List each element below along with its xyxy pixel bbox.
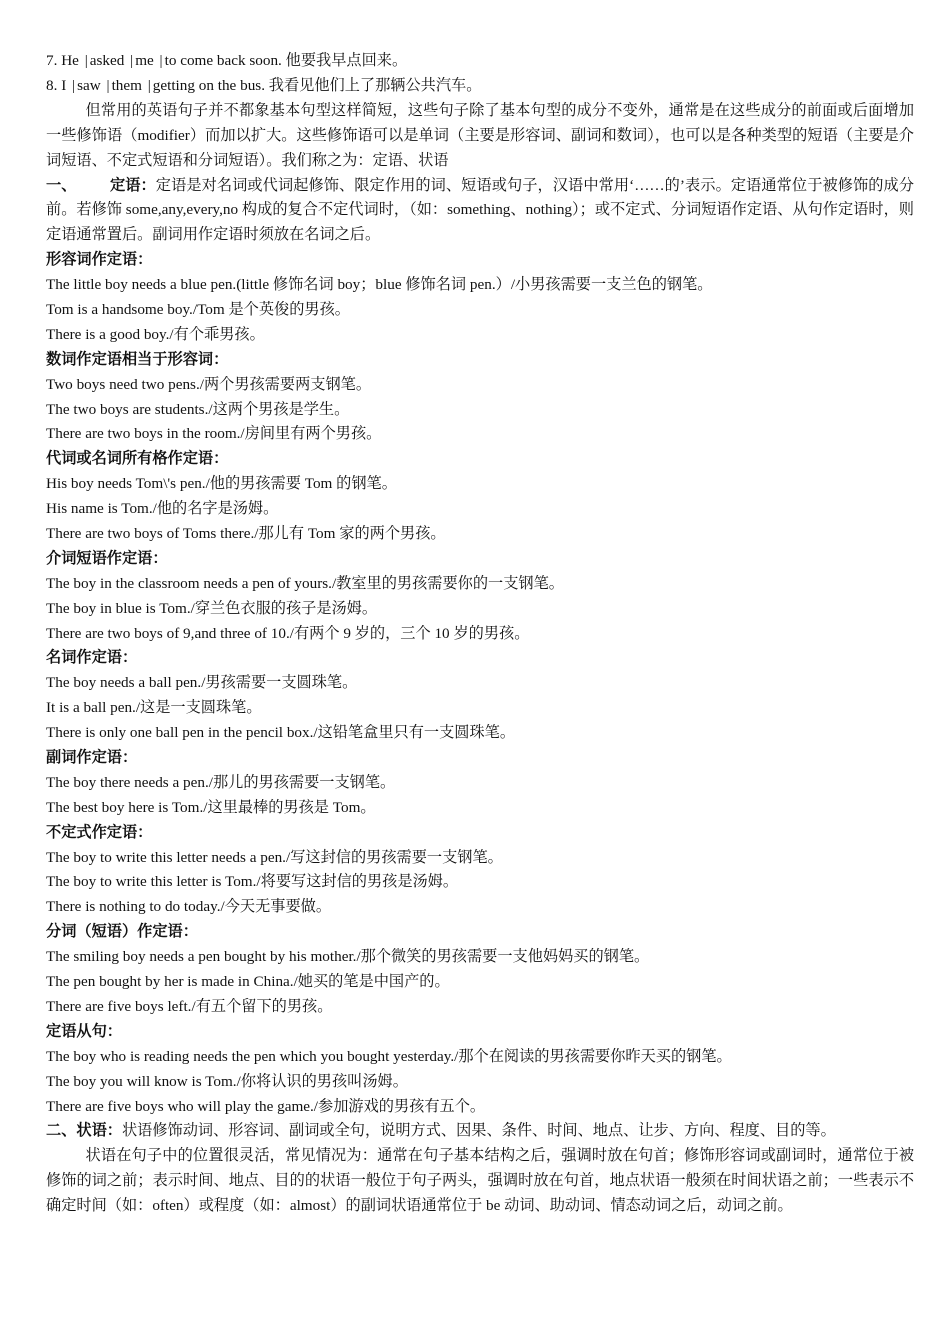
- section-number: 一、: [46, 176, 77, 194]
- group-heading: 不定式作定语：: [46, 823, 153, 841]
- example-line: There are five boys left./有五个留下的男孩。: [46, 997, 333, 1015]
- example-line: The smiling boy needs a pen bought by his mother./那个微笑的男孩需要一支他妈妈买的钢笔。: [46, 948, 650, 966]
- example-line: His boy needs Tom\'s pen./他的男孩需要 Tom 的钢笔。: [46, 475, 397, 493]
- example-line: Tom is a handsome boy./Tom 是个英俊的男孩。: [46, 301, 350, 318]
- example-line: The best boy here is Tom./这里最棒的男孩是 Tom。: [46, 798, 376, 816]
- example-sentence-8: 8. I | saw | them | getting on the bus. 我看见他们上了那辆公共汽车。: [46, 76, 482, 94]
- example-line: There is nothing to do today./今天无事要做。: [46, 898, 332, 916]
- divider-bar: |: [72, 76, 76, 94]
- divider-bar: |: [106, 76, 110, 94]
- adverbial-paragraph: 状语在句子中的位置很灵活，常见情况为：通常在句子基本结构之后，强调时放在句首；修饰形容词或副词时，通常位于被修饰的词之前；表示时间、地点、目的的状语一般位于句子两头，强调时放在句首，地点状语一般须在时间状语之前；一些表示不确定时间（如：often）或程度（如：almost）的副词状语通常位于 be 动词、助动词、情态动词之后，动词之前。: [46, 1147, 914, 1215]
- group-heading: 代词或名词所有格作定语：: [46, 450, 229, 468]
- group-heading: 分词（短语）作定语：: [46, 923, 198, 941]
- example-sentence-7: 7. He | asked | me | to come back soon. 他要我早点回来。: [46, 52, 408, 69]
- section-text: 状语修饰动词、形容词、副词或全句，说明方式、因果、条件、时间、地点、让步、方向、程度、目的等。: [121, 1122, 836, 1140]
- section-attributive: [46, 174, 914, 249]
- section-title: 定语：: [109, 176, 156, 194]
- example-line: There is only one ball pen in the pencil box./这铅笔盒里只有一支圆珠笔。: [46, 724, 516, 742]
- example-line: The boy needs a ball pen./男孩需要一支圆珠笔。: [46, 674, 358, 692]
- example-line: The boy to write this letter needs a pen./写这封信的男孩需要一支钢笔。: [46, 848, 503, 866]
- section-adverbial: [46, 1119, 914, 1144]
- intro-paragraph: 但常用的英语句子并不都象基本句型这样简短，这些句子除了基本句型的成分不变外，通常是在这些成分的前面或后面增加一些修饰语（modifier）而加以扩大。这些修饰语可以是单词（主要是形容词、副词和数词），也可以是各种类型的短语（主要是介词短语、不定式短语和分词短语）。我们称之为：定语、状语: [46, 101, 914, 169]
- example-line: There are two boys in the room./房间里有两个男孩。: [46, 425, 382, 443]
- example-line: The pen bought by her is made in China./她买的笔是中国产的。: [46, 973, 450, 991]
- group-heading: 名词作定语：: [46, 649, 138, 667]
- example-line: The boy there needs a pen./那儿的男孩需要一支钢笔。: [46, 773, 396, 791]
- section-text: 定语是对名词或代词起修饰、限定作用的词、短语或句子，汉语中常用‘……的’表示。定语通常位于被修饰的成分前。若修饰 some,any,every,no 构成的复合不定代词时，（如：something、nothing）；或不定式、分词短语作定语、从句作定语时，则定语通常置后。副词用作定语时须放在名词之后。: [46, 176, 915, 244]
- example-line: There are five boys who will play the game./参加游戏的男孩有五个。: [46, 1097, 486, 1115]
- example-line: There are two boys of Toms there./那儿有 Tom 家的两个男孩。: [46, 525, 446, 543]
- example-line: The little boy needs a blue pen.(little 修饰名词 boy；blue 修饰名词 pen.）/小男孩需要一支兰色的钢笔。: [46, 276, 713, 294]
- example-line: There are two boys of 9,and three of 10./有两个 9 岁的，三个 10 岁的男孩。: [46, 624, 530, 642]
- group-heading: 副词作定语：: [46, 749, 138, 767]
- divider-bar: |: [147, 76, 151, 94]
- example-line: Two boys need two pens./两个男孩需要两支钢笔。: [46, 375, 372, 393]
- group-heading: 形容词作定语：: [46, 251, 153, 269]
- example-line: The boy you will know is Tom./你将认识的男孩叫汤姆。: [46, 1072, 408, 1090]
- divider-bar: |: [84, 52, 88, 69]
- divider-bar: |: [130, 52, 134, 69]
- document-body: [46, 49, 914, 1219]
- example-line: The boy in the classroom needs a pen of yours./教室里的男孩需要你的一支钢笔。: [46, 574, 564, 592]
- attributive-groups: [46, 248, 914, 1119]
- group-heading: 介词短语作定语：: [46, 549, 168, 567]
- example-line: It is a ball pen./这是一支圆珠笔。: [46, 699, 262, 717]
- example-line: The boy in blue is Tom./穿兰色衣服的孩子是汤姆。: [46, 599, 378, 617]
- example-line: His name is Tom./他的名字是汤姆。: [46, 500, 279, 518]
- group-heading: 数词作定语相当于形容词：: [46, 350, 229, 368]
- example-line: The boy to write this letter is Tom./将要写这封信的男孩是汤姆。: [46, 873, 459, 891]
- example-line: There is a good boy./有个乖男孩。: [46, 325, 265, 343]
- example-line: The boy who is reading needs the pen which you bought yesterday./那个在阅读的男孩需要你昨天买的钢笔。: [46, 1047, 732, 1065]
- section-title: 二、状语：: [46, 1122, 122, 1140]
- group-heading: 定语从句：: [46, 1022, 122, 1040]
- divider-bar: |: [159, 52, 163, 69]
- example-line: The two boys are students./这两个男孩是学生。: [46, 400, 350, 418]
